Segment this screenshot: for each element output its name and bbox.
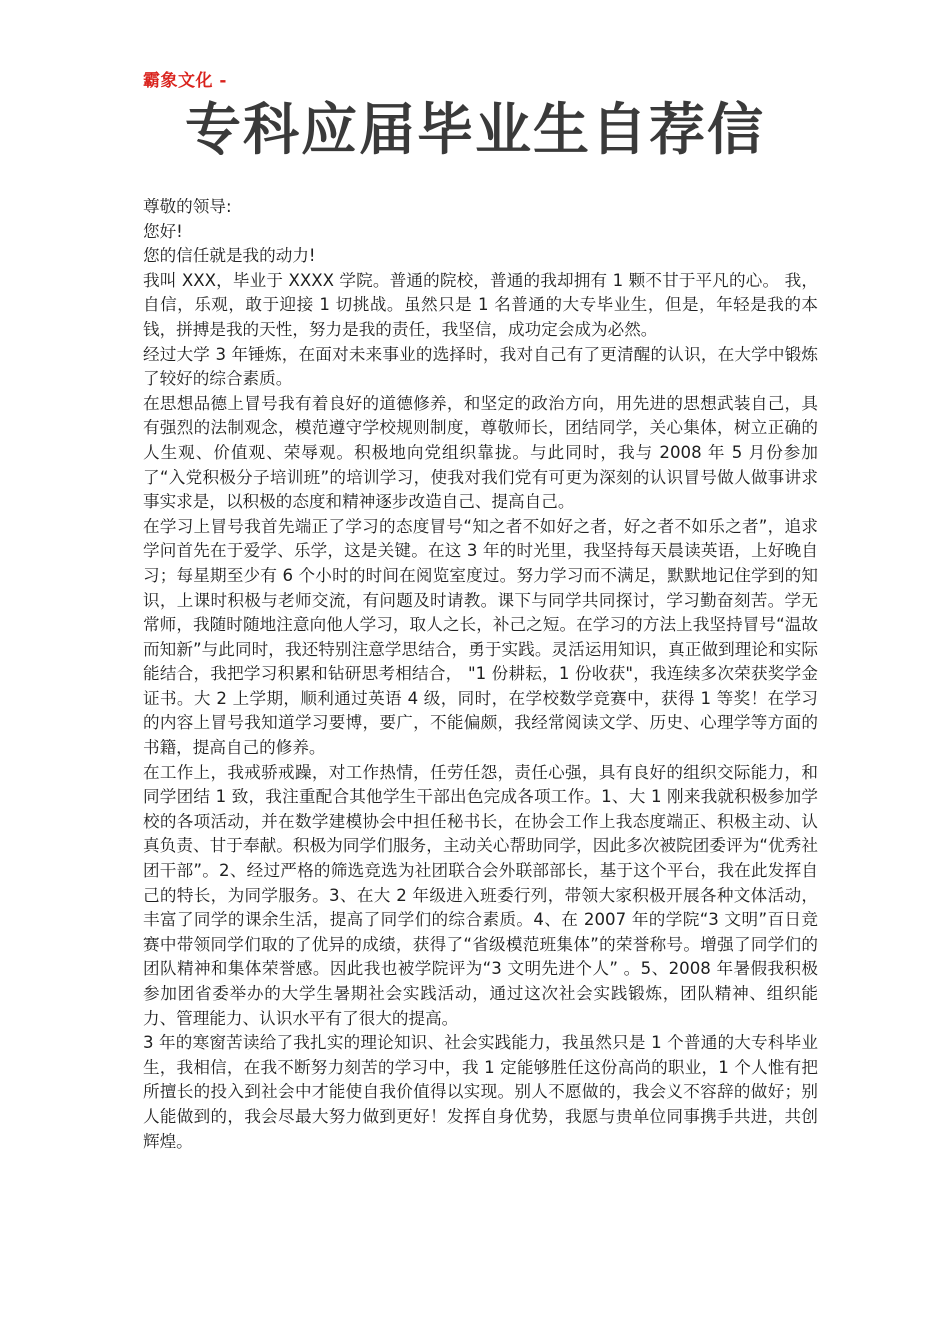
brand-label: 霸象文化 - (143, 71, 227, 91)
salutation: 尊敬的领导: (143, 197, 232, 216)
paragraph-introduction: 我叫 XXX，毕业于 XXXX 学院。普通的院校，普通的我却拥有 1 颗不甘于平凡的心。 我，自信，乐观，敢于迎接 1 切挑战。虽然只是 1 名普通的大专毕业生，但是，年轻是我的本钱，拼搏是我的天性，努力是我的责任，我坚信，成功定会成为必然。 (143, 270, 818, 339)
paragraph-university: 经过大学 3 年锤炼，在面对未来事业的选择时，我对自己有了更清醒的认识，在大学中锻炼了较好的综合素质。 (143, 344, 818, 389)
page-title: 专科应届毕业生自荐信 (185, 98, 765, 163)
paragraph-closing: 3 年的寒窗苦读给了我扎实的理论知识、社会实践能力，我虽然只是 1 个普通的大专科毕业生，我相信，在我不断努力刻苦的学习中，我 1 定能够胜任这份高尚的职业，1 个人惟有把所擅长的投入到社会中才能使自我价值得以实现。别人不愿做的，我会义不容辞的做好；别人能做到的，我会尽最大努力做到更好！发挥自身优势，我愿与贵单位同事携手共进，共创辉煌。 (143, 1033, 818, 1151)
paragraph-morality: 在思想品德上冒号我有着良好的道德修养，和坚定的政治方向，用先进的思想武装自己，具有强烈的法制观念，模范遵守学校规则制度，尊敬师长，团结同学，关心集体，树立正确的人生观、价值观、荣辱观。积极地向党组织靠拢。与此同时，我与 2008 年 5 月份参加了“入党积极分子培训班”的培训学习，使我对我们党有可更为深刻的认识冒号做人做事讲求事实求是，以积极的态度和精神逐步改造自己、提高自己。 (143, 393, 818, 512)
greeting: 您好! (143, 221, 183, 241)
paragraph-study: 在学习上冒号我首先端正了学习的态度冒号“知之者不如好之者，好之者不如乐之者”，追求学问首先在于爱学、乐学，这是关键。在这 3 年的时光里，我坚持每天晨读英语，上好晚自习；每星期至少有 6 个小时的时间在阅览室度过。努力学习而不满足，默默地记住学到的知识，上课时积极与老师交流，有问题及时请教。课下与同学共同探讨，学习勤奋刻苦。学无常师，我随时随地注意向他人学习，取人之长，补己之短。在学习的方法上我坚持冒号“温故而知新”与此同时，我还特别注意学思结合，勇于实践。灵活运用知识，真正做到理论和实际能结合，我把学习积累和钻研思考相结合， "1 份耕耘，1 份收获"，我连续多次荣获奖学金证书。大 2 上学期，顺利通过英语 4 级，同时，在学校数学竞赛中，获得 1 等奖！在学习的内容上冒号我知道学习要博，要广，不能偏颇，我经常阅读文学、历史、心理学等方面的书籍，提高自己的修养。 (143, 516, 818, 758)
motto: 您的信任就是我的动力! (143, 246, 316, 266)
letter-body (143, 195, 818, 1154)
paragraph-work: 在工作上，我戒骄戒躁，对工作热情，任劳任怨，责任心强，具有良好的组织交际能力，和同学团结 1 致，我注重配合其他学生干部出色完成各项工作。1、大 1 刚来我就积极参加学校的各项活动，并在数学建模协会中担任秘书长，在协会工作上我态度端正、积极主动、认真负责、甘于奉献。积极为同学们服务，主动关心帮助同学，因此多次被院团委评为“优秀社团干部”。2、经过严格的筛选竞选为社团联合会外联部部长，基于这个平台，我在此发挥自己的特长，为同学服务。3、在大 2 年级进入班委行列，带领大家积极开展各种文体活动，丰富了同学的课余生活，提高了同学们的综合素质。4、在 2007 年的学院“3 文明”百日竞赛中带领同学们取的了优异的成绩，获得了“省级模范班集体”的荣誉称号。增强了同学们的团队精神和集体荣誉感。因此我也被学院评为“3 文明先进个人” 。5、2008 年暑假我积极参加团省委举办的大学生暑期社会实践活动，通过这次社会实践锻炼，团队精神、组织能力、管理能力、认识水平有了很大的提高。 (143, 762, 818, 1028)
